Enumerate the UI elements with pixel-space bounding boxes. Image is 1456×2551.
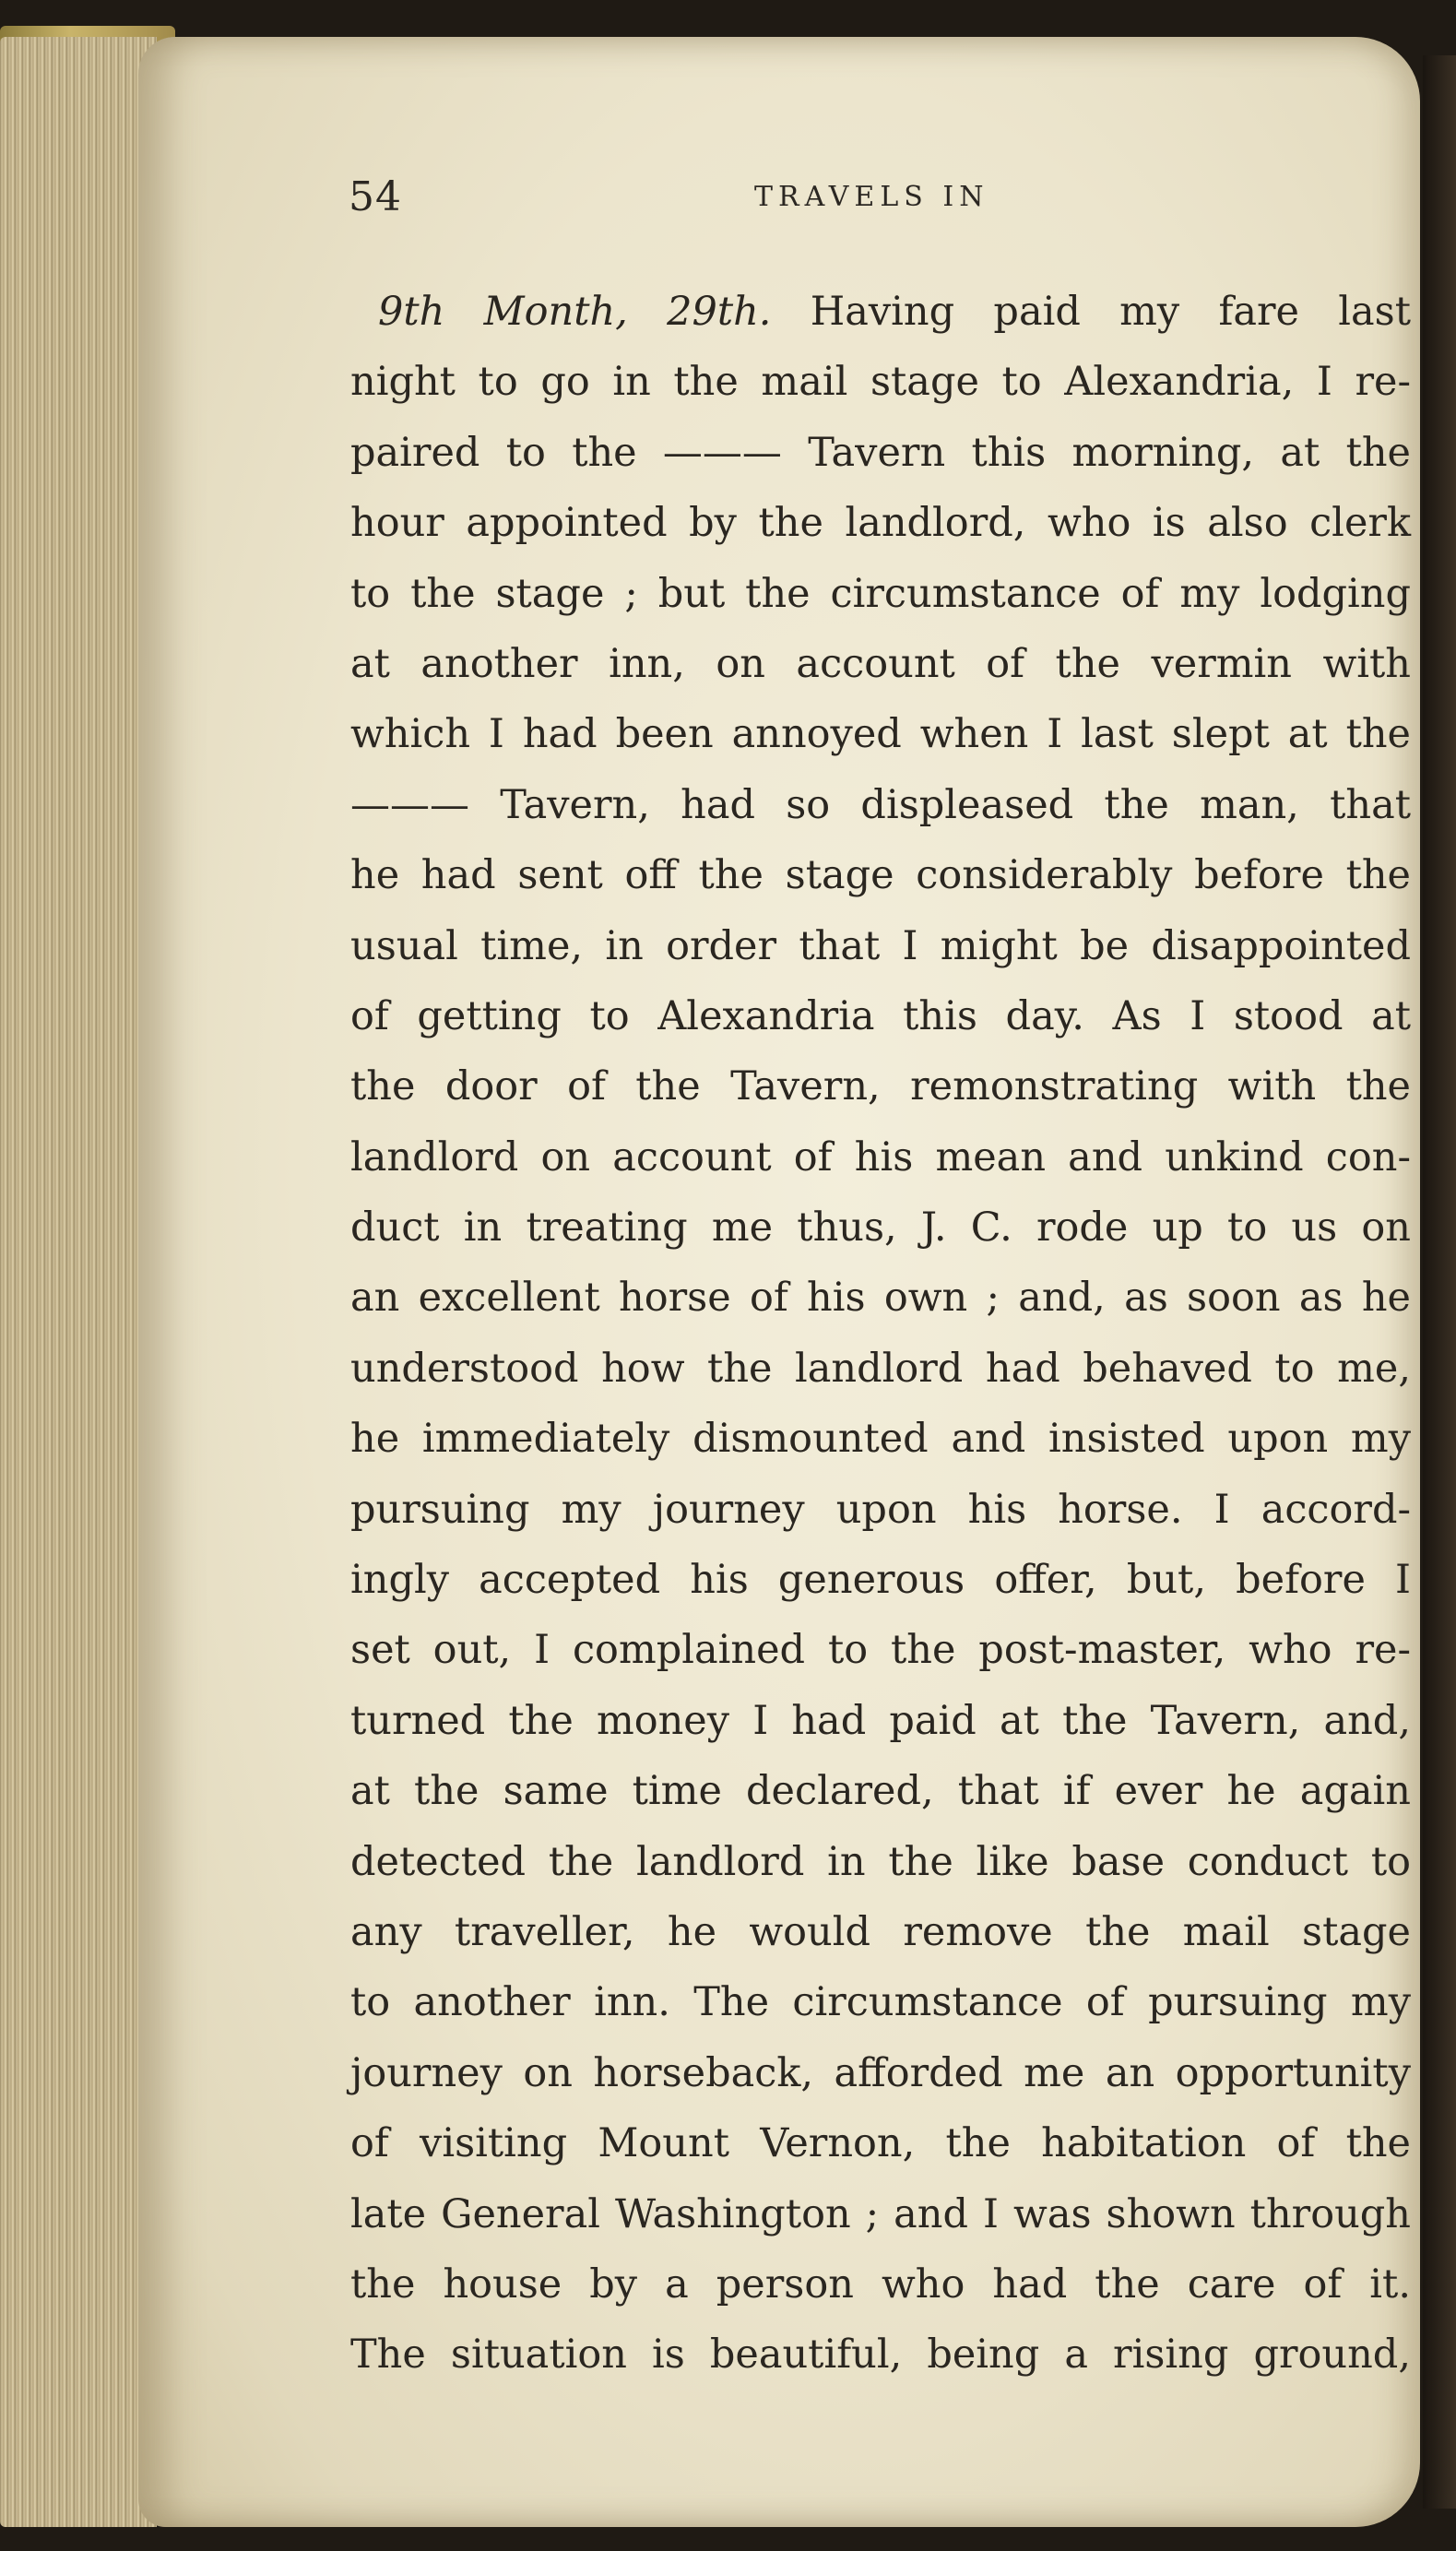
text-line: duct in treating me thus, J. C. rode up to us on (350, 1204, 1411, 1252)
text-line-content: Having paid my fare last (771, 289, 1412, 335)
text-line: late General Washington ; and I was shown through (350, 2190, 1411, 2237)
text-line: of getting to Alexandria this day. As I stood at (350, 992, 1411, 1039)
text-line: usual time, in order that I might be disappointed (350, 922, 1411, 969)
text-line: detected the landlord in the like base conduct to (350, 1838, 1411, 1885)
date-heading: 9th Month, 29th. (378, 289, 772, 335)
text-line: any traveller, he would remove the mail stage (350, 1908, 1411, 1955)
page-number: 54 (349, 173, 402, 220)
text-line: he immediately dismounted and insisted upon my (350, 1416, 1411, 1463)
page-header (349, 173, 1409, 229)
text-line: an excellent horse of his own ; and, as soon as he (350, 1275, 1411, 1322)
text-line: he had sent off the stage considerably before the (350, 852, 1411, 899)
text-line: understood how the landlord had behaved to me, (350, 1345, 1411, 1392)
text-line: the door of the Tavern, remonstrating with the (350, 1063, 1411, 1110)
text-line: pursuing my journey upon his horse. I accord- (350, 1486, 1411, 1533)
text-line: the house by a person who had the care of it. (350, 2260, 1411, 2308)
text-line: of visiting Mount Vernon, the habitation of the (350, 2120, 1411, 2167)
text-line: landlord on account of his mean and unkind con- (350, 1133, 1411, 1181)
text-line (350, 277, 1411, 347)
binding-shadow (1423, 55, 1456, 2509)
text-line: to the stage ; but the circumstance of my lodging (350, 570, 1411, 617)
text-line: journey on horseback, afforded me an opportunity (350, 2049, 1411, 2096)
text-line: ——— Tavern, had so displeased the man, that (350, 781, 1411, 828)
text-line: set out, I complained to the post-master, who re- (350, 1627, 1411, 1674)
text-line: ingly accepted his generous offer, but, before I (350, 1557, 1411, 1604)
text-line: at another inn, on account of the vermin with (350, 640, 1411, 687)
text-line: paired to the ——— Tavern this morning, at the (350, 429, 1411, 476)
text-line: at the same time declared, that if ever he again (350, 1768, 1411, 1815)
text-line: night to go in the mail stage to Alexandria, I re- (350, 359, 1411, 406)
running-head: TRAVELS IN (754, 181, 989, 213)
text-line: turned the money I had paid at the Tavern, and, (350, 1697, 1411, 1744)
text-line: to another inn. The circumstance of pursuing my (350, 1979, 1411, 2026)
page-edges (0, 37, 157, 2527)
text-line: which I had been annoyed when I last slept at the (350, 711, 1411, 758)
text-line: hour appointed by the landlord, who is also clerk (350, 500, 1411, 547)
text-line: The situation is beautiful, being a rising ground, (350, 2331, 1411, 2379)
body-text (350, 277, 1411, 2391)
